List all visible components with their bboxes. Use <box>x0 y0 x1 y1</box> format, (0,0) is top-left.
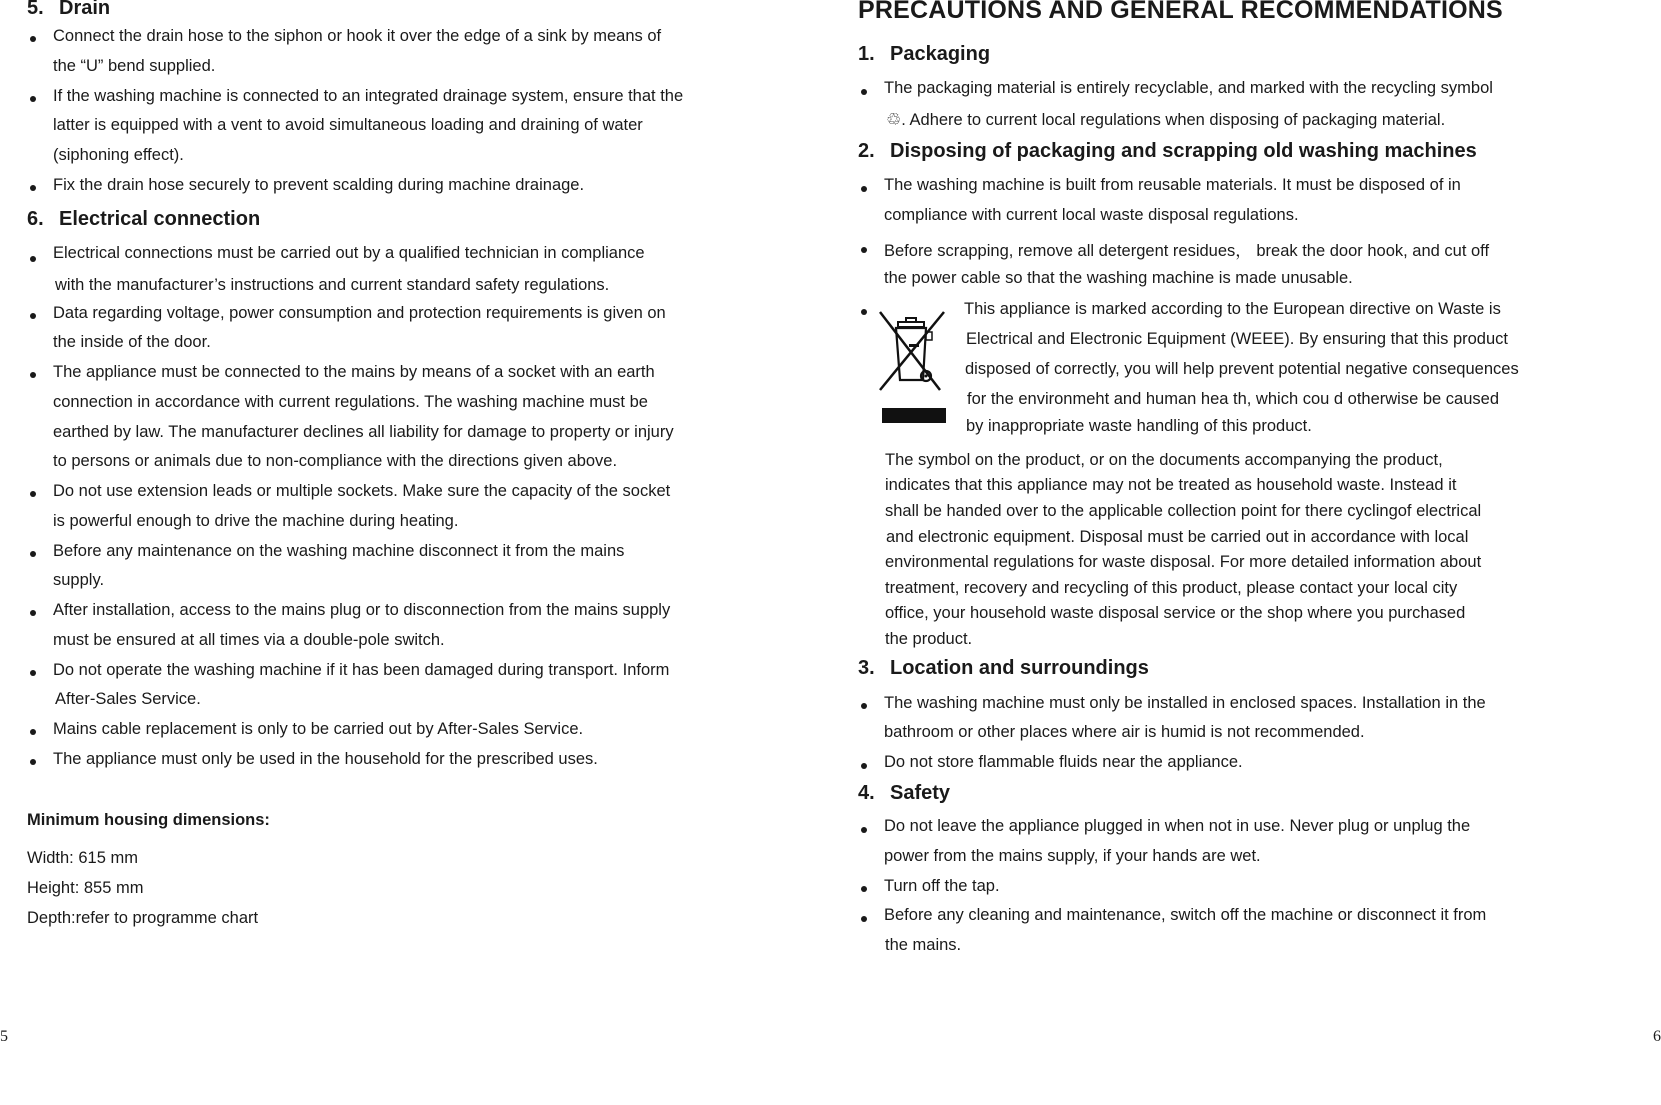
section-heading-disposing <box>858 140 1477 163</box>
section-title: Disposing of packaging and scrapping old washing machines <box>890 140 1477 162</box>
bullet-icon <box>30 729 36 735</box>
page-number: 6 <box>1653 1028 1661 1045</box>
text-line: The washing machine is built from reusable materials. It must be disposed of in <box>884 176 1461 194</box>
section-heading-electrical <box>27 208 260 231</box>
bullet-icon <box>30 96 36 102</box>
text-line: is powerful enough to drive the machine during heating. <box>53 512 459 530</box>
text-line: Mains cable replacement is only to be carried out by After-Sales Service. <box>53 720 584 738</box>
text-line: If the washing machine is connected to an integrated drainage system, ensure that the <box>53 87 684 105</box>
section-number: 4. <box>858 782 875 804</box>
bullet-icon <box>861 247 867 253</box>
bullet-icon <box>861 703 867 709</box>
bullet-icon <box>30 372 36 378</box>
text-line: the inside of the door. <box>53 333 211 351</box>
text-line: The appliance must be connected to the mains by means of a socket with an earth <box>53 363 655 381</box>
text-line <box>886 110 1445 130</box>
text-line: Before any cleaning and maintenance, switch off the machine or disconnect it from <box>884 906 1487 924</box>
housing-dimensions-heading: Minimum housing dimensions: <box>27 811 270 829</box>
text-line: to persons or animals due to non-compliance with the directions given above. <box>53 452 618 470</box>
section-number: 6. <box>27 208 44 230</box>
text-line: the product. <box>885 630 973 648</box>
right-page <box>858 0 1661 1105</box>
text-line: must be ensured at all times via a double-pole switch. <box>53 631 445 649</box>
text-line: earthed by law. The manufacturer declines all liability for damage to property or injury <box>53 423 674 441</box>
recycling-icon: ♲ <box>886 110 902 130</box>
text-line: Fix the drain hose securely to prevent scalding during machine drainage. <box>53 176 585 194</box>
text-line: the “U” bend supplied. <box>53 57 216 75</box>
bullet-icon <box>861 763 867 769</box>
housing-depth: Depth:refer to programme chart <box>27 909 259 927</box>
text-line: the mains. <box>885 936 962 954</box>
section-title: Location and surroundings <box>890 657 1149 679</box>
text-line: environmental regulations for waste disposal. For more detailed information about <box>885 553 1482 571</box>
text-line: The washing machine must only be installed in enclosed spaces. Installation in the <box>884 694 1486 712</box>
bullet-icon <box>861 827 867 833</box>
bullet-icon <box>30 670 36 676</box>
text-line: Before scrapping, remove all detergent residues， break the door hook, and cut off <box>884 242 1490 260</box>
section-heading-location <box>858 657 1149 680</box>
left-page <box>0 0 800 1105</box>
section-heading-drain <box>27 0 110 20</box>
bullet-icon <box>861 186 867 192</box>
text-line: the power cable so that the washing machine is made unusable. <box>884 269 1353 287</box>
bullet-icon <box>861 89 867 95</box>
text-line: bathroom or other places where air is humid is not recommended. <box>884 723 1365 741</box>
text-line: After installation, access to the mains plug or to disconnection from the mains supply <box>53 601 671 619</box>
text-line: Connect the drain hose to the siphon or hook it over the edge of a sink by means of <box>53 27 662 45</box>
bullet-icon <box>30 36 36 42</box>
text-line: supply. <box>53 571 105 589</box>
section-heading-safety <box>858 782 950 805</box>
text-line: The packaging material is entirely recyclable, and marked with the recycling symbol <box>884 79 1493 97</box>
text-line: with the manufacturer’s instructions and current standard safety regulations. <box>55 276 610 294</box>
weee-crossed-bin-icon <box>876 308 960 426</box>
housing-width: Width: 615 mm <box>27 849 138 867</box>
bullet-icon <box>861 886 867 892</box>
section-number: 1. <box>858 43 875 65</box>
text-line: The appliance must only be used in the household for the prescribed uses. <box>53 750 598 768</box>
text-line: connection in accordance with current regulations. The washing machine must be <box>53 393 648 411</box>
bullet-icon <box>861 916 867 922</box>
text-line: compliance with current local waste disposal regulations. <box>884 206 1299 224</box>
bullet-icon <box>30 185 36 191</box>
text-line: indicates that this appliance may not be treated as household waste. Instead it <box>885 476 1457 494</box>
text-line: Before any maintenance on the washing machine disconnect it from the mains <box>53 542 625 560</box>
section-title: Packaging <box>890 43 991 65</box>
text-line: Do not operate the washing machine if it has been damaged during transport. Inform <box>53 661 670 679</box>
section-title: Drain <box>59 0 111 19</box>
text-line: Do not store flammable fluids near the appliance. <box>884 753 1243 771</box>
section-number: 5. <box>27 0 44 19</box>
bullet-icon <box>30 491 36 497</box>
page-title: PRECAUTIONS AND GENERAL RECOMMENDATIONS <box>858 0 1503 24</box>
text-line: shall be handed over to the applicable collection point for there cyclingof electrical <box>885 502 1482 520</box>
text-line: Electrical connections must be carried out by a qualified technician in compliance <box>53 244 645 262</box>
text-line: office, your household waste disposal service or the shop where you purchased <box>885 604 1466 622</box>
text-line: The symbol on the product, or on the documents accompanying the product, <box>885 451 1443 469</box>
text-line: Do not use extension leads or multiple sockets. Make sure the capacity of the socket <box>53 482 671 500</box>
text-line: (siphoning effect). <box>53 146 184 164</box>
bullet-icon <box>30 759 36 765</box>
section-heading-packaging <box>858 43 990 66</box>
text-line: treatment, recovery and recycling of this product, please contact your local city <box>885 579 1458 597</box>
text-line: disposed of correctly, you will help prevent potential negative consequences <box>965 360 1519 378</box>
page-number: 5 <box>0 1028 8 1045</box>
text-line: power from the mains supply, if your hands are wet. <box>884 847 1261 865</box>
bullet-icon <box>30 313 36 319</box>
section-number: 2. <box>858 140 875 162</box>
text-line: Do not leave the appliance plugged in when not in use. Never plug or unplug the <box>884 817 1471 835</box>
housing-height: Height: 855 mm <box>27 879 144 897</box>
text-line: latter is equipped with a vent to avoid simultaneous loading and draining of water <box>53 116 643 134</box>
text-line: and electronic equipment. Disposal must be carried out in accordance with local <box>886 528 1469 546</box>
text-line: Turn off the tap. <box>884 877 1000 895</box>
text-line: by inappropriate waste handling of this product. <box>966 417 1312 435</box>
text-line: for the environmeht and human hea th, which cou d otherwise be caused <box>967 390 1499 408</box>
bullet-icon <box>30 551 36 557</box>
text-line: This appliance is marked according to the European directive on Waste is <box>964 300 1501 318</box>
section-title: Safety <box>890 782 951 804</box>
text-line: Data regarding voltage, power consumption and protection requirements is given on <box>53 304 666 322</box>
text-segment: . Adhere to current local regulations when disposing of packaging material. <box>901 111 1446 129</box>
bullet-icon <box>30 610 36 616</box>
text-line: After-Sales Service. <box>55 690 201 708</box>
section-title: Electrical connection <box>59 208 261 230</box>
bullet-icon <box>30 256 36 262</box>
text-line: Electrical and Electronic Equipment (WEEE). By ensuring that this product <box>966 330 1508 348</box>
section-number: 3. <box>858 657 875 679</box>
bullet-icon <box>861 309 867 315</box>
